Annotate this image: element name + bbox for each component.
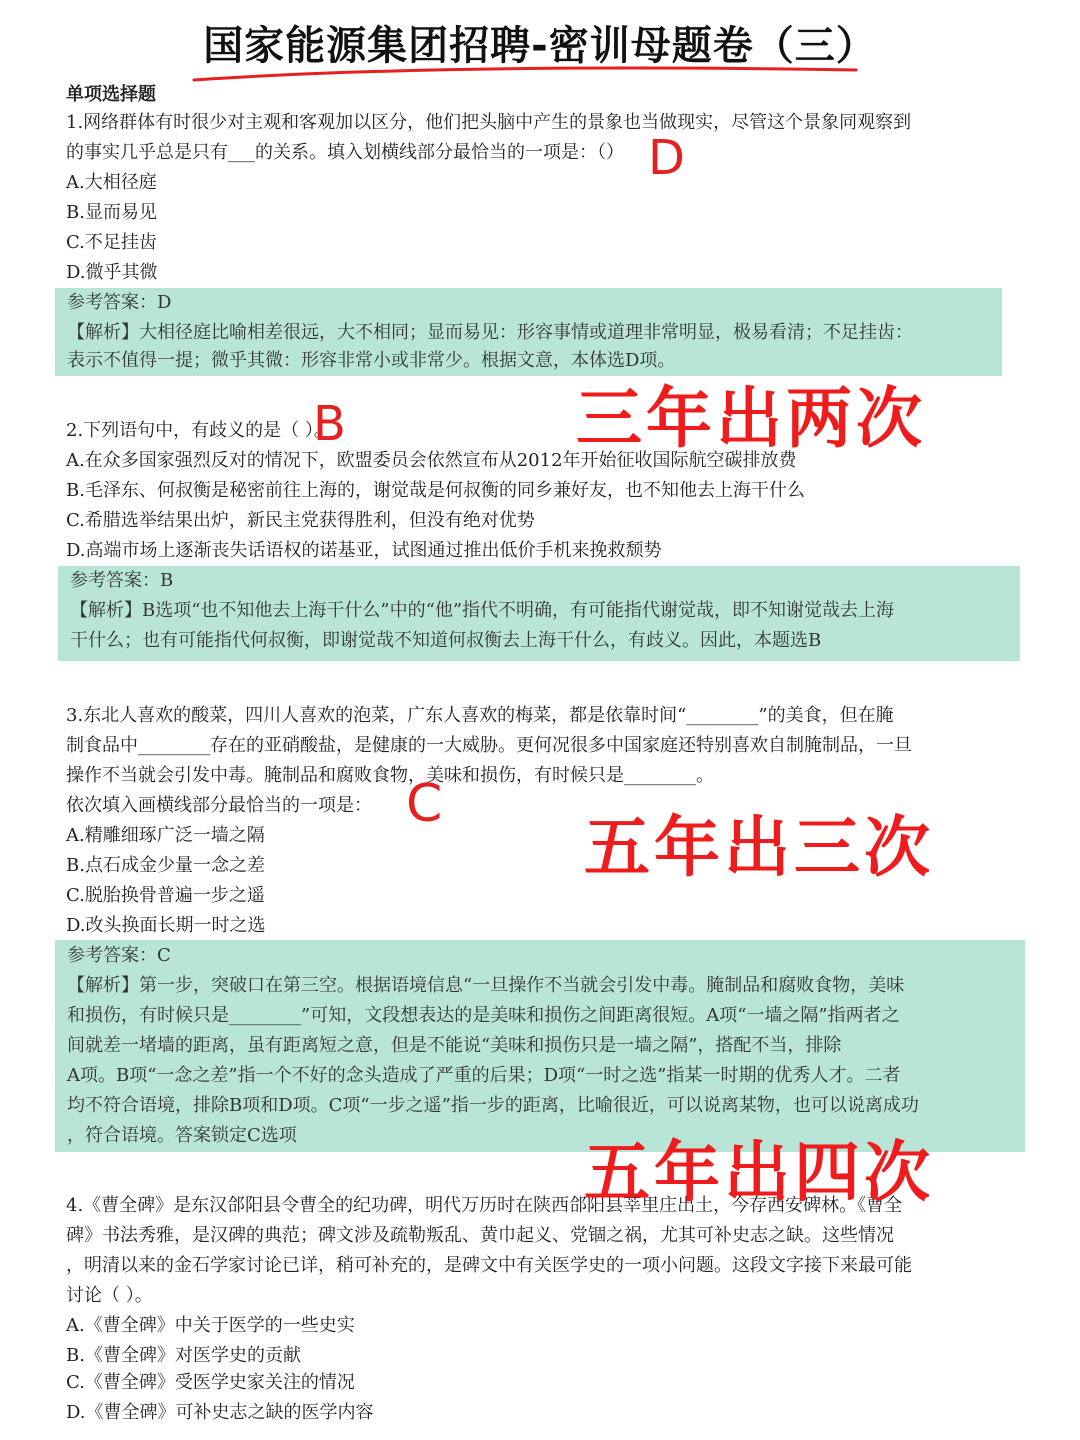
q3-analysis-line: A项。B项“一念之差”指一个不好的念头造成了严重的后果；D项“一时之选”指某一时期的优秀人才。二者	[67, 1065, 901, 1086]
q3-analysis-line: 和损伤，有时候只是________”可知，文段想表达的是美味和损伤之间距离很短。A项“一墙之隔”指两者之	[67, 1005, 900, 1026]
q4-stem-line3: ，明清以来的金石学家讨论已详，稍可补充的，是碑文中有关医学史的一项小问题。这段文字接下来最可能	[66, 1255, 912, 1276]
q2-answer: 参考答案：B	[70, 570, 174, 591]
q1-stem-line2: 的事实几乎总是只有___的关系。填入划横线部分最恰当的一项是：（）	[66, 142, 624, 163]
q2-stem: 2.下列语句中，有歧义的是（ ）。	[66, 420, 332, 441]
q4-stem-line4: 讨论（ ）。	[66, 1285, 153, 1306]
q1-answer: 参考答案：D	[67, 292, 172, 313]
q3-analysis-line: 间就差一堵墙的距离，虽有距离短之意，但是不能说“美味和损伤只是一墙之隔”，搭配不当，排除	[67, 1035, 842, 1056]
q4-option-b: B.《曹全碑》对医学史的贡献	[66, 1345, 301, 1366]
q3-analysis-line: 均不符合语境，排除B项和D项。C项“一步之遥”指一步的距离，比喻很近，可以说离某物，也可以说离成功	[67, 1095, 919, 1116]
q1-stem-line1: 1.网络群体有时很少对主观和客观加以区分，他们把头脑中产生的景象也当做现实，尽管这个景象同观察到	[66, 112, 912, 133]
q3-stem-line1: 3.东北人喜欢的酸菜，四川人喜欢的泡菜，广东人喜欢的梅菜，都是依靠时间“________”的美食，但在腌	[66, 705, 894, 726]
q1-option-c: C.不足挂齿	[66, 232, 157, 253]
q2-analysis-line1: 【解析】B选项“也不知他去上海干什么”中的“他”指代不明确，有可能指代谢觉哉，即不知谢觉哉去上海	[70, 600, 895, 621]
q4-option-c: C.《曹全碑》受医学史家关注的情况	[66, 1372, 355, 1393]
q2-handwritten-answer: B	[313, 396, 346, 452]
q3-stem-line2: 制食品中________存在的亚硝酸盐，是健康的一大威胁。更何况很多中国家庭还特别喜欢自制腌制品，一旦	[66, 735, 912, 756]
q4-option-a: A.《曹全碑》中关于医学的一些史实	[66, 1315, 355, 1336]
q3-stem-line3: 操作不当就会引发中毒。腌制品和腐败食物，美味和损伤，有时候只是________。	[66, 765, 714, 786]
q2-analysis-line2: 干什么；也有可能指代何叔衡，即谢觉哉不知道何叔衡去上海干什么，有歧义。因此，本题选B	[70, 630, 822, 651]
q2-option-d: D.高端市场上逐渐丧失话语权的诺基亚，试图通过推出低价手机来挽救颓势	[66, 540, 662, 561]
stamp-frequency-3: 五年出四次	[584, 1134, 934, 1211]
q3-option-a: A.精雕细琢广泛一墙之隔	[66, 825, 265, 846]
q4-option-d: D.《曹全碑》可补史志之缺的医学内容	[66, 1402, 374, 1423]
q3-answer: 参考答案：C	[67, 945, 171, 966]
q3-answer-box	[55, 940, 1025, 1152]
q3-handwritten-answer: C	[406, 774, 443, 834]
q2-option-c: C.希腊选举结果出炉，新民主党获得胜利，但没有绝对优势	[66, 510, 535, 531]
q3-option-c: C.脱胎换骨普遍一步之遥	[66, 885, 265, 906]
q2-option-b: B.毛泽东、何叔衡是秘密前往上海的，谢觉哉是何叔衡的同乡兼好友，也不知他去上海干什么	[66, 480, 805, 501]
q2-option-a: A.在众多国家强烈反对的情况下，欧盟委员会依然宣布从2012年开始征收国际航空碳排放费	[66, 450, 797, 471]
q2-answer-box	[58, 566, 1020, 661]
q3-stem-line4: 依次填入画横线部分最恰当的一项是：	[66, 795, 372, 816]
page-title: 国家能源集团招聘-密训母题卷（三）	[203, 23, 877, 69]
stamp-frequency-1: 三年出两次	[576, 380, 926, 457]
q1-analysis-line2: 表示不值得一提；微乎其微：形容非常小或非常少。根据文意，本体选D项。	[67, 350, 676, 371]
q1-option-d: D.微乎其微	[66, 262, 158, 283]
q4-stem-line2: 碑》书法秀雅，是汉碑的典范；碑文涉及疏勒叛乱、黄巾起义、党锢之祸，尤其可补史志之缺。这些情况	[66, 1225, 894, 1246]
q3-option-d: D.改头换面长期一时之选	[66, 915, 266, 936]
q3-option-b: B.点石成金少量一念之差	[66, 855, 265, 876]
section-title: 单项选择题	[66, 84, 156, 105]
q3-analysis-line: 【解析】第一步，突破口在第三空。根据语境信息“一旦操作不当就会引发中毒。腌制品和腐败食物，美味	[67, 975, 905, 996]
q1-answer-box	[55, 288, 1002, 376]
q1-analysis-line1: 【解析】大相径庭比喻相差很远，大不相同；显而易见：形容事情或道理非常明显，极易看清；不足挂齿：	[67, 322, 913, 343]
q3-analysis-line: ，符合语境。答案锁定C选项	[67, 1125, 297, 1146]
stamp-frequency-2: 五年出三次	[584, 809, 934, 886]
q1-option-b: B.显而易见	[66, 202, 157, 223]
title-underline	[190, 62, 860, 88]
q1-option-a: A.大相径庭	[66, 172, 157, 193]
q1-handwritten-answer: D	[648, 130, 685, 186]
q4-stem-line1: 4.《曹全碑》是东汉郃阳县令曹全的纪功碑，明代万历时在陕西郃阳县莘里庄出土，今存西安碑林。《曹全	[66, 1195, 903, 1216]
